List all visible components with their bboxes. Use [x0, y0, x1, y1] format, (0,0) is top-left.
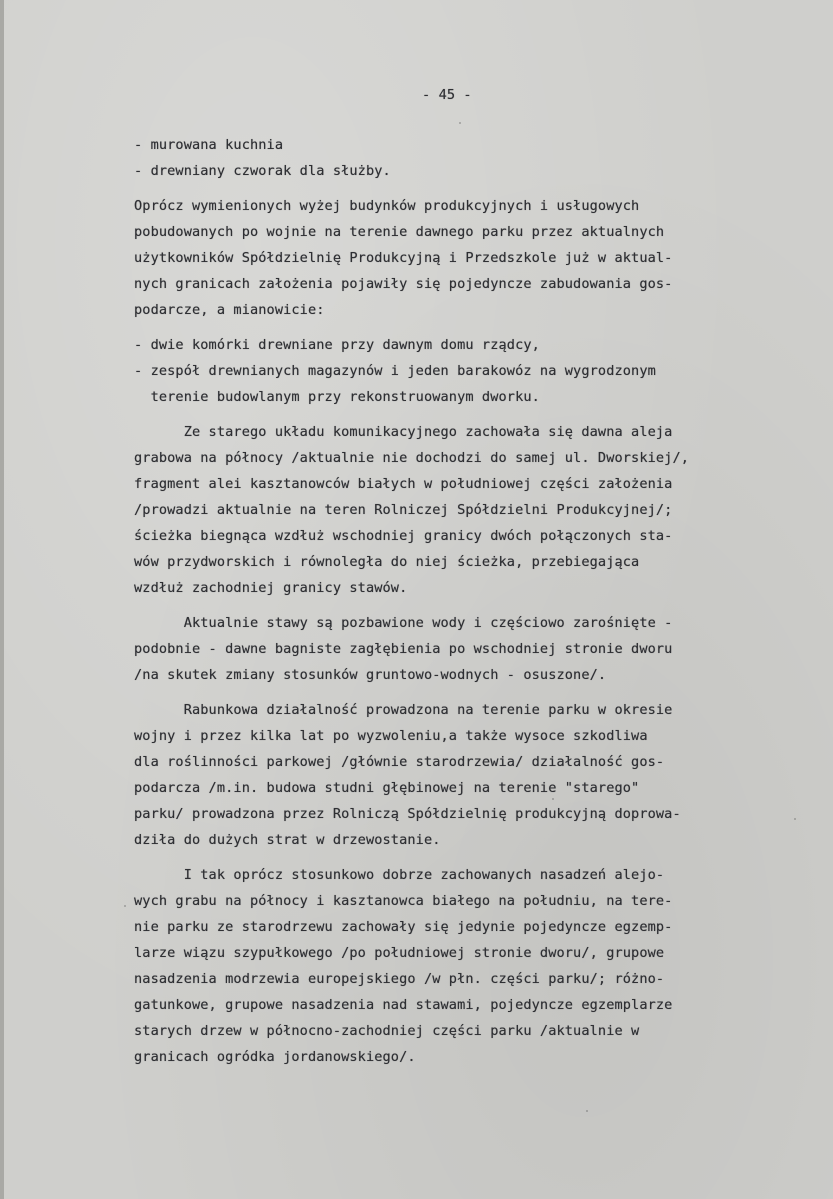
text-line: podarcza /m.in. budowa studni głębinowej na terenie "starego" [134, 780, 640, 796]
text-line: - drewniany czworak dla służby. [134, 163, 391, 179]
text-line: fragment alei kasztanowców białych w południowej części założenia [134, 476, 673, 492]
text-line: wych grabu na północy i kasztanowca białego na południu, na tere- [134, 893, 673, 909]
text-line: nych granicach założenia pojawiły się pojedyncze zabudowania gos- [134, 276, 673, 292]
text-line: parku/ prowadzona przez Rolniczą Spółdzielnię produkcyjną doprowa- [134, 806, 681, 822]
text-line: dziła do dużych strat w drzewostanie. [134, 832, 441, 848]
text-line: pobudowanych po wojnie na terenie dawnego parku przez aktualnych [134, 224, 665, 240]
text-line: - murowana kuchnia [134, 137, 284, 153]
text-line: terenie budowlanym przy rekonstruowanym dworku. [134, 389, 540, 405]
text-line: dla roślinności parkowej /głównie starodrzewia/ działalność gos- [134, 754, 665, 770]
text-line: wojny i przez kilka lat po wyzwoleniu,a także wysoce szkodliwa [134, 728, 648, 744]
text-line: wzdłuż zachodniej granicy stawów. [134, 580, 408, 596]
typed-text-body [4, 0, 833, 1199]
text-line: - zespół drewnianych magazynów i jeden barakowóz na wygrodzonym [134, 363, 656, 379]
text-line: grabowa na północy /aktualnie nie dochodzi do samej ul. Dworskiej/, [134, 450, 690, 466]
text-line: Aktualnie stawy są pozbawione wody i częściowo zarośnięte - [134, 615, 673, 631]
text-line: Ze starego układu komunikacyjnego zachowała się dawna aleja [134, 424, 673, 440]
text-line: wów przydworskich i równoległa do niej ścieżka, przebiegająca [134, 554, 640, 570]
text-line: I tak oprócz stosunkowo dobrze zachowanych nasadzeń alejo- [134, 867, 665, 883]
text-line: larze wiązu szypułkowego /po południowej stronie dworu/, grupowe [134, 945, 665, 961]
text-line: użytkowników Spółdzielnię Produkcyjną i Przedszkole już w aktual- [134, 250, 673, 266]
text-line: Oprócz wymienionych wyżej budynków produkcyjnych i usługowych [134, 198, 640, 214]
text-line: podobnie - dawne bagniste zagłębienia po wschodniej stronie dworu [134, 641, 673, 657]
text-line: /prowadzi aktualnie na teren Rolniczej Spółdzielni Produkcyjnej/; [134, 502, 673, 518]
text-line: podarcze, a mianowicie: [134, 302, 325, 318]
text-line: nasadzenia modrzewia europejskiego /w płn. części parku/; różno- [134, 971, 665, 987]
page-number: - 45 - [422, 87, 472, 103]
text-line: /na skutek zmiany stosunków gruntowo-wodnych - osuszone/. [134, 667, 607, 683]
text-line: nie parku ze starodrzewu zachowały się jedynie pojedyncze egzemp- [134, 919, 673, 935]
text-line: - dwie komórki drewniane przy dawnym domu rządcy, [134, 337, 540, 353]
text-line: granicach ogródka jordanowskiego/. [134, 1049, 416, 1065]
text-line: ścieżka biegnąca wzdłuż wschodniej granicy dwóch połączonych sta- [134, 528, 673, 544]
text-line: Rabunkowa działalność prowadzona na terenie parku w okresie [134, 702, 673, 718]
text-line: starych drzew w północno-zachodniej części parku /aktualnie w [134, 1023, 640, 1039]
text-line: gatunkowe, grupowe nasadzenia nad stawami, pojedyncze egzemplarze [134, 997, 673, 1013]
